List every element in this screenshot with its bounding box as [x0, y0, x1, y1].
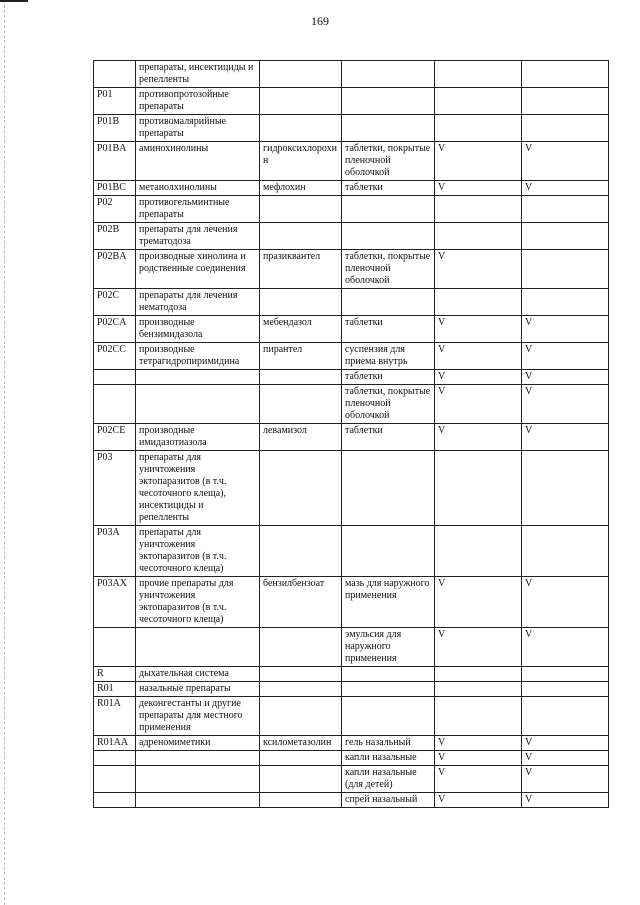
mark-cell-a: V: [435, 736, 522, 751]
dosage-form-cell: [342, 196, 435, 223]
mark-cell-b: V: [522, 385, 609, 424]
inn-cell: мефлохин: [260, 181, 342, 196]
group-name-cell: производные бензимидазола: [136, 316, 260, 343]
mark-cell-a: [435, 667, 522, 682]
inn-cell: [260, 526, 342, 577]
atc-code-cell: [94, 766, 136, 793]
table-row: [94, 526, 609, 577]
mark-cell-b: [522, 88, 609, 115]
dosage-form-cell: таблетки: [342, 181, 435, 196]
group-name-cell: метанолхинолины: [136, 181, 260, 196]
group-name-cell: [136, 793, 260, 808]
group-name-cell: дыхательная система: [136, 667, 260, 682]
table-row: [94, 289, 609, 316]
group-name-cell: назальные препараты: [136, 682, 260, 697]
group-name-cell: [136, 766, 260, 793]
table-body: [94, 61, 609, 808]
atc-code-cell: [94, 751, 136, 766]
inn-cell: [260, 61, 342, 88]
mark-cell-a: [435, 682, 522, 697]
mark-cell-b: V: [522, 628, 609, 667]
dosage-form-cell: таблетки, покрытые пленочной оболочкой: [342, 250, 435, 289]
table-row: [94, 385, 609, 424]
mark-cell-a: V: [435, 577, 522, 628]
dosage-form-cell: таблетки: [342, 370, 435, 385]
atc-code-cell: P01B: [94, 115, 136, 142]
inn-cell: [260, 196, 342, 223]
table-row: [94, 451, 609, 526]
mark-cell-b: [522, 289, 609, 316]
dosage-form-cell: эмульсия для наружного применения: [342, 628, 435, 667]
group-name-cell: препараты для лечения нематодоза: [136, 289, 260, 316]
mark-cell-b: [522, 697, 609, 736]
group-name-cell: [136, 751, 260, 766]
inn-cell: [260, 88, 342, 115]
mark-cell-b: V: [522, 793, 609, 808]
atc-code-cell: R01: [94, 682, 136, 697]
group-name-cell: производные хинолина и родственные соединения: [136, 250, 260, 289]
group-name-cell: аминохинолины: [136, 142, 260, 181]
mark-cell-a: [435, 61, 522, 88]
group-name-cell: прочие препараты для уничтожения эктопаразитов (в т.ч. чесоточного клеща): [136, 577, 260, 628]
group-name-cell: адреномиметики: [136, 736, 260, 751]
table-row: [94, 115, 609, 142]
mark-cell-a: V: [435, 628, 522, 667]
dosage-form-cell: гель назальный: [342, 736, 435, 751]
inn-cell: [260, 751, 342, 766]
mark-cell-a: [435, 88, 522, 115]
atc-code-cell: R01AA: [94, 736, 136, 751]
inn-cell: гидроксихлорохин: [260, 142, 342, 181]
inn-cell: [260, 451, 342, 526]
group-name-cell: производные имидазотиазола: [136, 424, 260, 451]
dosage-form-cell: [342, 289, 435, 316]
table-row: [94, 61, 609, 88]
mark-cell-b: V: [522, 751, 609, 766]
drug-table: [93, 60, 609, 808]
inn-cell: ксилометазолин: [260, 736, 342, 751]
atc-code-cell: P02C: [94, 289, 136, 316]
page-edge-line: [4, 0, 5, 905]
atc-code-cell: P02BA: [94, 250, 136, 289]
atc-code-cell: P02CC: [94, 343, 136, 370]
mark-cell-a: V: [435, 316, 522, 343]
mark-cell-a: V: [435, 424, 522, 451]
group-name-cell: препараты, инсектициды и репелленты: [136, 61, 260, 88]
table-row: [94, 142, 609, 181]
mark-cell-a: V: [435, 181, 522, 196]
dosage-form-cell: [342, 667, 435, 682]
dosage-form-cell: таблетки, покрытые пленочной оболочкой: [342, 385, 435, 424]
dosage-form-cell: [342, 697, 435, 736]
dosage-form-cell: [342, 682, 435, 697]
dosage-form-cell: [342, 526, 435, 577]
table-row: [94, 682, 609, 697]
atc-code-cell: P02B: [94, 223, 136, 250]
mark-cell-a: [435, 223, 522, 250]
atc-code-cell: [94, 370, 136, 385]
atc-code-cell: [94, 628, 136, 667]
table-row: [94, 793, 609, 808]
mark-cell-b: [522, 196, 609, 223]
mark-cell-a: [435, 451, 522, 526]
inn-cell: [260, 628, 342, 667]
group-name-cell: [136, 628, 260, 667]
dosage-form-cell: [342, 223, 435, 250]
table-row: [94, 667, 609, 682]
mark-cell-a: V: [435, 343, 522, 370]
atc-code-cell: P01: [94, 88, 136, 115]
dosage-form-cell: суспензия для приема внутрь: [342, 343, 435, 370]
inn-cell: [260, 667, 342, 682]
atc-code-cell: P01BC: [94, 181, 136, 196]
table-row: [94, 628, 609, 667]
table-row: [94, 577, 609, 628]
mark-cell-a: [435, 196, 522, 223]
inn-cell: [260, 766, 342, 793]
inn-cell: [260, 682, 342, 697]
group-name-cell: противопротозойные препараты: [136, 88, 260, 115]
atc-code-cell: P01BA: [94, 142, 136, 181]
dosage-form-cell: капли назальные: [342, 751, 435, 766]
mark-cell-a: V: [435, 142, 522, 181]
group-name-cell: препараты для лечения трематодоза: [136, 223, 260, 250]
mark-cell-b: V: [522, 370, 609, 385]
mark-cell-a: [435, 115, 522, 142]
group-name-cell: [136, 370, 260, 385]
atc-code-cell: P02: [94, 196, 136, 223]
table-row: [94, 196, 609, 223]
table-row: [94, 766, 609, 793]
atc-code-cell: [94, 793, 136, 808]
inn-cell: пирантел: [260, 343, 342, 370]
table-row: [94, 181, 609, 196]
mark-cell-a: V: [435, 793, 522, 808]
dosage-form-cell: [342, 451, 435, 526]
mark-cell-b: [522, 115, 609, 142]
inn-cell: празиквантел: [260, 250, 342, 289]
atc-code-cell: [94, 61, 136, 88]
mark-cell-b: V: [522, 316, 609, 343]
inn-cell: [260, 385, 342, 424]
dosage-form-cell: капли назальные (для детей): [342, 766, 435, 793]
mark-cell-a: V: [435, 751, 522, 766]
atc-code-cell: P02CE: [94, 424, 136, 451]
mark-cell-b: [522, 682, 609, 697]
dosage-form-cell: таблетки: [342, 424, 435, 451]
mark-cell-a: [435, 289, 522, 316]
group-name-cell: препараты для уничтожения эктопаразитов (в т.ч. чесоточного клеща): [136, 526, 260, 577]
inn-cell: [260, 223, 342, 250]
group-name-cell: [136, 385, 260, 424]
inn-cell: бензилбензоат: [260, 577, 342, 628]
atc-code-cell: R: [94, 667, 136, 682]
mark-cell-b: [522, 667, 609, 682]
table-row: [94, 88, 609, 115]
table-row: [94, 343, 609, 370]
mark-cell-a: [435, 697, 522, 736]
table-row: [94, 751, 609, 766]
mark-cell-a: V: [435, 766, 522, 793]
inn-cell: левамизол: [260, 424, 342, 451]
inn-cell: [260, 793, 342, 808]
group-name-cell: препараты для уничтожения эктопаразитов (в т.ч. чесоточного клеща), инсектициды и репелленты: [136, 451, 260, 526]
mark-cell-b: V: [522, 142, 609, 181]
mark-cell-b: [522, 526, 609, 577]
mark-cell-b: V: [522, 343, 609, 370]
mark-cell-a: V: [435, 370, 522, 385]
group-name-cell: деконгестанты и другие препараты для местного применения: [136, 697, 260, 736]
inn-cell: мебендазол: [260, 316, 342, 343]
dosage-form-cell: мазь для наружного применения: [342, 577, 435, 628]
table-row: [94, 424, 609, 451]
mark-cell-b: [522, 451, 609, 526]
mark-cell-b: [522, 223, 609, 250]
mark-cell-b: [522, 61, 609, 88]
table-row: [94, 223, 609, 250]
table-row: [94, 316, 609, 343]
mark-cell-b: V: [522, 181, 609, 196]
table-row: [94, 370, 609, 385]
inn-cell: [260, 370, 342, 385]
atc-code-cell: P02CA: [94, 316, 136, 343]
inn-cell: [260, 289, 342, 316]
dosage-form-cell: спрей назальный: [342, 793, 435, 808]
table-row: [94, 697, 609, 736]
group-name-cell: производные тетрагидропиримидина: [136, 343, 260, 370]
dosage-form-cell: [342, 88, 435, 115]
inn-cell: [260, 115, 342, 142]
mark-cell-a: V: [435, 385, 522, 424]
mark-cell-b: V: [522, 736, 609, 751]
page-number: 169: [311, 14, 329, 28]
mark-cell-b: [522, 250, 609, 289]
mark-cell-b: V: [522, 577, 609, 628]
mark-cell-a: V: [435, 250, 522, 289]
atc-code-cell: P03AX: [94, 577, 136, 628]
group-name-cell: противомалярийные препараты: [136, 115, 260, 142]
mark-cell-b: V: [522, 424, 609, 451]
inn-cell: [260, 697, 342, 736]
dosage-form-cell: [342, 115, 435, 142]
atc-code-cell: R01A: [94, 697, 136, 736]
dosage-form-cell: [342, 61, 435, 88]
atc-code-cell: P03A: [94, 526, 136, 577]
mark-cell-a: [435, 526, 522, 577]
group-name-cell: противогельминтные препараты: [136, 196, 260, 223]
table-row: [94, 250, 609, 289]
table-row: [94, 736, 609, 751]
dosage-form-cell: таблетки, покрытые пленочной оболочкой: [342, 142, 435, 181]
corner-mark: [0, 0, 28, 2]
mark-cell-b: V: [522, 766, 609, 793]
atc-code-cell: [94, 385, 136, 424]
atc-code-cell: P03: [94, 451, 136, 526]
dosage-form-cell: таблетки: [342, 316, 435, 343]
